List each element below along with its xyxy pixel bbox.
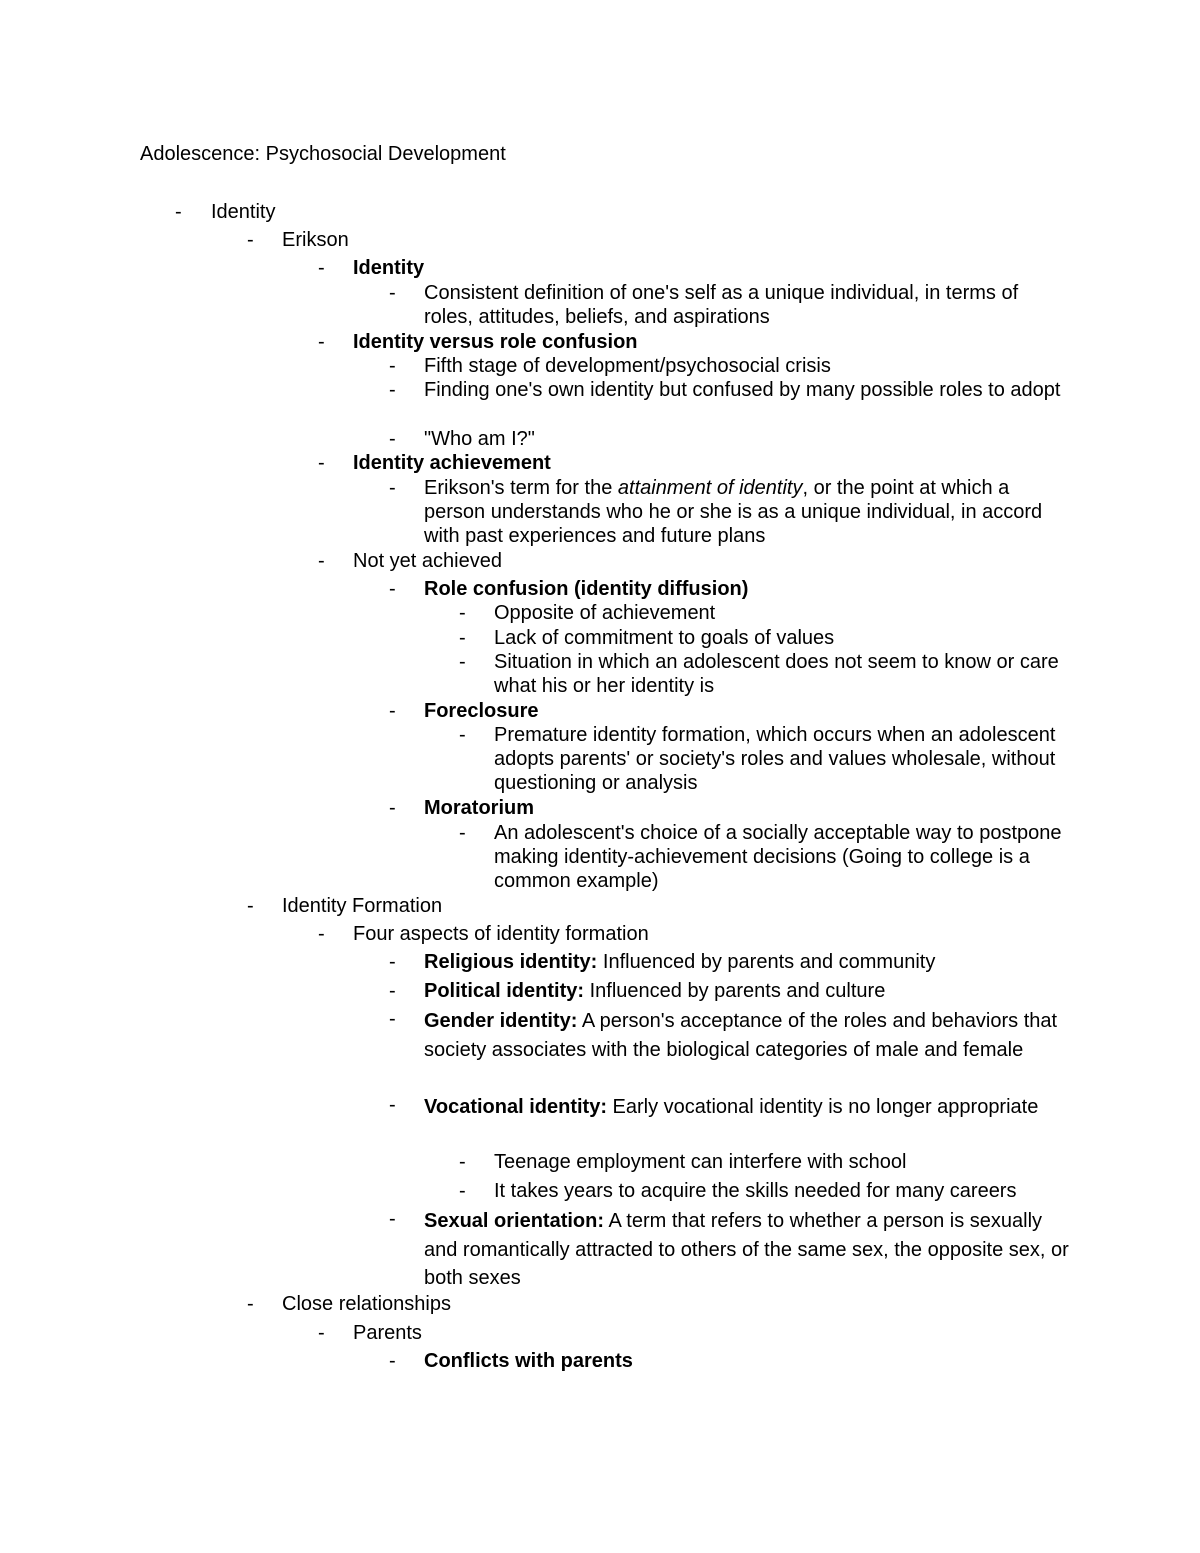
- bullet-dash: -: [318, 331, 325, 353]
- item-term: Religious identity:: [424, 951, 598, 973]
- bullet-dash: -: [389, 1094, 396, 1116]
- bullet-dash: -: [389, 951, 396, 973]
- list-item-text: [424, 699, 1070, 723]
- item-term: Conflicts with parents: [424, 1350, 633, 1372]
- bullet-dash: -: [459, 724, 466, 746]
- bullet-dash: -: [459, 627, 466, 649]
- bullet-dash: -: [459, 822, 466, 844]
- list-item-text: [494, 626, 1070, 650]
- item-term: Gender identity:: [424, 1010, 578, 1032]
- list-item-text: [353, 922, 1070, 946]
- item-term: Sexual orientation:: [424, 1210, 605, 1232]
- item-text: An adolescent's choice of a socially acceptable way to postpone making identity-achievement decisions (Going to college is a common example): [494, 822, 1062, 892]
- bullet-dash: -: [389, 1350, 396, 1372]
- item-definition: , or the point at which a person understands who he or she is as a unique individual, in accord with past experiences and future plans: [424, 477, 1043, 547]
- item-text: It takes years to acquire the skills needed for many careers: [494, 1180, 1017, 1202]
- list-item-text: [282, 1292, 1070, 1316]
- list-item-text: [424, 1093, 1070, 1122]
- item-text: Lack of commitment to goals of values: [494, 627, 835, 649]
- item-text: Close relationships: [282, 1293, 451, 1315]
- bullet-dash: -: [389, 1008, 396, 1030]
- bullet-dash: -: [459, 651, 466, 673]
- list-item-text: [424, 950, 1070, 974]
- item-definition: Influenced by parents and community: [597, 951, 936, 973]
- bullet-dash: -: [459, 602, 466, 624]
- list-item-text: [424, 281, 1070, 329]
- item-text: Erikson: [282, 229, 349, 251]
- bullet-dash: -: [247, 229, 254, 251]
- list-item-text: [353, 549, 1070, 573]
- list-item-text: [494, 1179, 1070, 1203]
- list-item-text: [424, 354, 1070, 378]
- item-text: Consistent definition of one's self as a unique individual, in terms of roles, attitudes, beliefs, and aspirations: [424, 282, 1019, 328]
- item-text: Fifth stage of development/psychosocial crisis: [424, 355, 831, 377]
- bullet-dash: -: [459, 1180, 466, 1202]
- item-text: Parents: [353, 1322, 422, 1344]
- list-item-text: [424, 796, 1070, 820]
- bullet-dash: -: [389, 428, 396, 450]
- list-item-text: [494, 1150, 1070, 1174]
- list-item-text: [494, 821, 1070, 893]
- list-item-text: [424, 427, 1070, 451]
- item-emphasis: attainment of identity: [617, 477, 803, 499]
- list-item-text: [353, 256, 1070, 280]
- item-text: Four aspects of identity formation: [353, 923, 649, 945]
- list-item-text: [282, 228, 1070, 252]
- bullet-dash: -: [389, 700, 396, 722]
- list-item-text: [424, 1007, 1070, 1064]
- bullet-dash: -: [389, 578, 396, 600]
- list-item-text: [424, 1349, 1070, 1373]
- list-item-text: [424, 577, 1070, 601]
- item-term: Vocational identity:: [424, 1096, 607, 1118]
- bullet-dash: -: [318, 550, 325, 572]
- list-item-text: [494, 601, 1070, 625]
- bullet-dash: -: [389, 355, 396, 377]
- list-item-text: [353, 451, 1070, 475]
- bullet-dash: -: [318, 923, 325, 945]
- item-text: Erikson's term for the: [424, 477, 618, 499]
- item-text: Teenage employment can interfere with school: [494, 1151, 907, 1173]
- bullet-dash: -: [318, 257, 325, 279]
- item-term: Foreclosure: [424, 700, 539, 722]
- item-term: Identity versus role confusion: [353, 331, 638, 353]
- item-term: Political identity:: [424, 980, 585, 1002]
- page-title: Adolescence: Psychosocial Development: [140, 143, 506, 165]
- item-definition: A person's acceptance of the roles and behaviors that society associates with the biological categories of male and female: [424, 1010, 1058, 1061]
- list-item-text: [424, 979, 1070, 1003]
- list-item-text: [353, 330, 1070, 354]
- item-text: Not yet achieved: [353, 550, 502, 572]
- item-term: Identity achievement: [353, 452, 551, 474]
- bullet-dash: -: [318, 452, 325, 474]
- item-definition: Influenced by parents and culture: [584, 980, 886, 1002]
- bullet-dash: -: [247, 1293, 254, 1315]
- list-item-text: [494, 650, 1070, 698]
- item-term: Identity: [353, 257, 425, 279]
- bullet-dash: -: [389, 980, 396, 1002]
- list-item-text: [424, 378, 1070, 402]
- list-item-text: [424, 1207, 1070, 1293]
- bullet-dash: -: [318, 1322, 325, 1344]
- bullet-dash: -: [175, 201, 182, 223]
- bullet-dash: -: [247, 895, 254, 917]
- item-definition: A term that refers to whether a person is sexually and romantically attracted to others of the same sex, the opposite sex, or both sexes: [424, 1210, 1069, 1289]
- item-text: Identity: [211, 201, 276, 223]
- bullet-dash: -: [389, 379, 396, 401]
- item-text: Premature identity formation, which occurs when an adolescent adopts parents' or society's roles and values wholesale, without questioning or analysis: [494, 724, 1056, 794]
- bullet-dash: -: [389, 282, 396, 304]
- item-text: Identity Formation: [282, 895, 443, 917]
- item-text: Situation in which an adolescent does not seem to know or care what his or her identity is: [494, 651, 1059, 697]
- item-text: Finding one's own identity but confused by many possible roles to adopt: [424, 379, 1061, 401]
- list-item-text: [494, 723, 1070, 795]
- item-term: Moratorium: [424, 797, 534, 819]
- item-term: Role confusion (identity diffusion): [424, 578, 749, 600]
- list-item-text: [282, 894, 1070, 918]
- bullet-dash: -: [459, 1151, 466, 1173]
- bullet-dash: -: [389, 1208, 396, 1230]
- list-item-text: [211, 200, 1070, 224]
- item-definition: Early vocational identity is no longer appropriate: [606, 1096, 1039, 1118]
- list-item-text: [424, 476, 1070, 548]
- bullet-dash: -: [389, 477, 396, 499]
- item-text: "Who am I?": [424, 428, 535, 450]
- item-text: Opposite of achievement: [494, 602, 716, 624]
- list-item-text: [353, 1321, 1070, 1345]
- bullet-dash: -: [389, 797, 396, 819]
